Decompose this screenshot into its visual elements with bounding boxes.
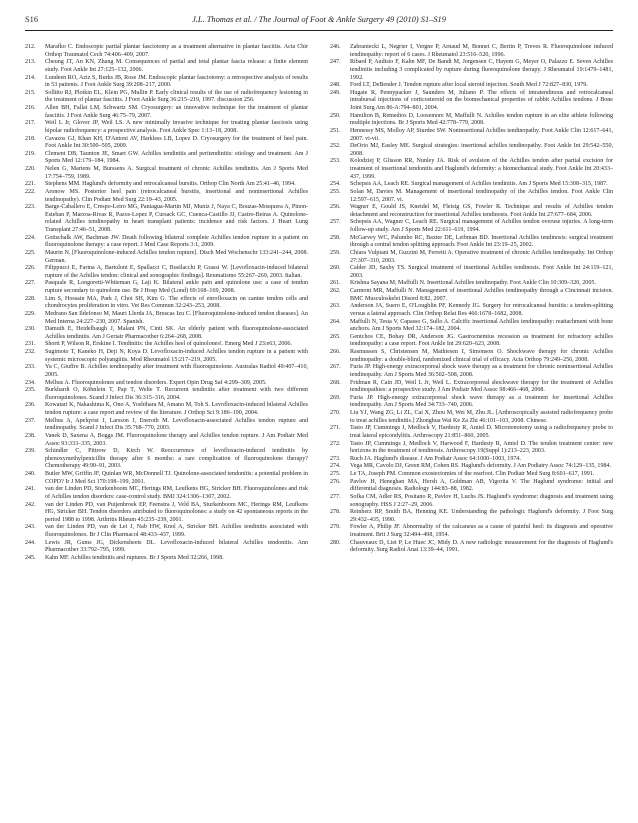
reference-entry [330,410,613,425]
reference-text: Kowatari K, Nakashima K, Ono A, Yoshihara M, Amano M, Toh S. Levofloxacin-induced bilateral Achilles tendon rupture: a case report and review of the literature. J Orthop Sci 9:186–190, 2004. [45,402,308,416]
reference-entry [25,75,308,90]
reference-text: Burkhardt O, Köhnlein T, Pap T, Welte T. Recurrent tendinitis after treatment with two different fluoroquinolones. Scand J Infect Dis 36:315–316, 2004. [45,387,308,401]
reference-number: 257. [330,219,341,226]
reference-entry [25,448,308,471]
reference-number: 220. [25,166,36,172]
reference-text: Reinherz RP, Smith BA, Henning KE. Understanding the pathologic Haglund's deformity. J Foot Surg 29:432–435, 1990. [350,509,613,523]
reference-text: Hennessy MS, Molloy AP, Sturdee SW. Noninsertional Achilles tendinopathy. Foot Ankle Clin 12:617–641, 2007. vi-vii. [350,127,613,142]
reference-text: Ford LT, DeBender J. Tendon rupture after local steroid injection. South Med J 72:827–830, 1979. [350,82,588,89]
reference-text: Ribard P, Audisio F, Kahn MF, De Bandt M, Jorgensen C, Hayem G, Meyer O, Palazzo E. Seven Achilles tendinitis including 3 complicated by rupture during fluoroquinolone therapy. J Rheumatol 19:1479–1481, 1992. [350,59,613,81]
reference-number: 231. [25,341,36,348]
reference-number: 212. [25,44,36,50]
reference-text: Yu C, Giuffre B. Achilles tendinopathy after treatment with fluoroquinolone. Australas Radiol 49:407–410, 2005. [45,364,308,378]
reference-entry [25,204,308,235]
reference-entry [25,387,308,402]
reference-entry [330,280,613,288]
reference-entry [25,364,308,379]
reference-entry [25,418,308,433]
reference-entry [330,90,613,113]
reference-text: Schepsis AA, Leach RE. Surgical management of Achilles tendinitis. Am J Sports Med 15:308–315, 1987. [350,181,608,188]
reference-number: 225. [25,249,36,256]
reference-number: 267. [330,364,341,371]
reference-entry [330,143,613,158]
reference-entry [330,158,613,181]
reference-entry [330,334,613,349]
reference-entry [330,59,613,82]
reference-text: Fowler A, Philip JF. Abnormality of the calcaneus as a cause of painful heel: its diagnosis and operative treatment. Brit J Surg 32:494–498, 1954. [350,524,613,538]
reference-text: Melhus A, Apelqvist J, Larsson J, Eneroth M. Levofloxacin-associated Achilles tendon rupture and tendinopathy. Scand J Infect Dis 35:768–770, 2003. [45,417,308,432]
reference-text: Carmont MR, Maffulli N. Management of insertional Achilles tendinopathy through a Cincinnati incision. BMC Musculoskelet Disord 8:82, 2007. [350,288,613,302]
reference-entry [330,540,613,555]
reference-number: 234. [25,379,36,386]
reference-number: 224. [25,234,36,241]
reference-entry [330,250,613,265]
reference-text: Allen BH, Fallat LM, Schwartz SM. Cryosurgery: an innovative technique for the treatment of plantar fasciitis. J Foot Ankle Surg 46:75–79, 2007. [45,105,308,119]
reference-text: Lim S, Hossain MA, Park J, Choi SH, Kim G. The effects of enrofloxacin on canine tendon cells and chondrocytes proliferation in vitro. Vet Res Commun 32:243–253, 2008. [45,295,308,310]
reference-text: Weil L Jr, Glover JP, Weil LS. A new minimally invasive technique for treating plantar fasciosis using bipolar radiofrequency: a prospective analysis. Foot Ankle Spec 1:13–18, 2008. [45,120,308,134]
reference-entry [25,471,308,486]
reference-number: 248. [330,82,341,89]
reference-number: 251. [330,127,341,134]
reference-number: 250. [330,112,341,119]
reference-text: Rasmussen S, Christensen M, Mathiesen I, Simonson O. Shockwave therapy for chronic Achilles tendinopathy: a double-blind, randomized clinical trial of efficacy. Acta Orthop 79:249–256, 2008. [350,349,613,363]
reference-entry [25,502,308,525]
reference-number: 221. [25,181,36,188]
reference-number: 269. [330,394,341,401]
reference-entry [330,219,613,234]
reference-number: 213. [25,59,36,66]
reference-entry [25,326,308,341]
reference-text: Wagner E, Gould JS, Kneidel M, Fleisig GS, Fowler R. Technique and results of Achilles tendon detachment and reconstruction for insertional Achilles tendinosis. Foot Ankle Int 27:677–684, 2006. [350,204,613,218]
reference-text: Liu YJ, Wang ZG, Li ZL, Cai X, Zhou M, Wei M, Zhu JL. [Arthroscopically assisted radiofrequency probe to treat achilles tendinitis.] Zhonghua Wai Ke Za Zhi 46:101–103, 2008. Chinese. [350,410,613,424]
reference-number: 258. [330,234,341,241]
reference-entry [25,341,308,349]
reference-text: Schindler C, Pittrow D, Kirch W. Reoccurrence of levofloxacin-induced tendinitis by phenoxymethylpenicillin therapy after 6 months: a rare complication of fluoroquinolone therapy? Chemotherapy 49:90–91, 2003. [45,448,308,470]
reference-number: 253. [330,158,341,165]
reference-entry [25,136,308,151]
reference-number: 214. [25,74,36,81]
reference-text: van der Linden PD, van Puijenbroek EP, Feenstra J, Veld BA, Sturkenboom MC, Herings RM, Leufkens HG, Stricker BH. Tendon disorders attributed to fluoroquinolones: a study on 42 spontaneous reports in the period 1988 to 1998. Arthritis Rheum 45:235–239, 2001. [45,501,308,523]
reference-entry [25,166,308,181]
reference-number: 230. [25,326,36,333]
reference-number: 249. [330,89,341,96]
reference-column-right [330,44,613,555]
reference-text: Nelen G, Martens M, Burssens A. Surgical treatment of chronic Achilles tendinitis. Am J Sports Med 17:754–759, 1989. [45,166,308,180]
reference-text: Kolodziej P, Glisson RR, Nunley JA. Risk of avulsion of the Achilles tendon after partial excision for treatment of insertional tendonitis and Haglund's deformity: a biomechanical study. Foot Ankle Int 20:433–437, 1999. [350,158,613,180]
reference-number: 243. [25,524,36,531]
reference-number: 237. [25,417,36,424]
reference-entry [330,44,613,59]
reference-entry [330,364,613,379]
reference-entry [330,319,613,334]
reference-text: Tasto JP, Cummings J, Medlock V, Hardesty R, Amiel D. Microtenotomy using a radiofrequency probe to treat lateral epicondylitis. Arthroscopy 21:851–860, 2005. [350,425,613,439]
reference-number: 216. [25,105,36,111]
reference-entry [25,90,308,105]
reference-entry [25,380,308,388]
reference-number: 228. [25,295,36,302]
reference-entry [25,120,308,135]
reference-entry [25,486,308,501]
reference-number: 232. [25,349,36,355]
reference-text: Anderson JA, Suero E, O'Loughlin PF, Kennedy JG. Surgery for retrocalcaneal bursitis: a tendon-splitting versus a lateral approach. Clin Orthop Relat Res 466:1678–1682, 2008. [350,303,613,317]
reference-number: 227. [25,280,36,287]
reference-number: 266. [330,349,341,355]
reference-entry [25,44,308,59]
reference-text: Shortt P, Wilson R, Erskine I. Tendinitis: the Achilles heel of quinolones!. Emerg Med J 23:e63, 2006. [45,341,292,348]
reference-entry [25,555,308,563]
reference-text: Lundeen RO, Aziz S, Burks JB, Rose JM. Endoscopic plantar fasciotomy: a retrospective analysis of results in 53 patients. J Foot Ankle Surg 39:208–217, 2000. [45,74,308,89]
reference-number: 222. [25,188,36,195]
reference-number: 268. [330,379,341,386]
reference-entry [330,441,613,456]
reference-number: 217. [25,120,36,127]
reference-number: 261. [330,280,341,287]
reference-text: Damuth E, Heidelbaugh J, Malani PN, Cinti SK. An elderly patient with fluoroquinolone-associated Achilles tendinitis. Am J Geriatr Pharmacother 6:264–268, 2008. [45,326,308,340]
reference-text: Furia JP. High-energy extracorporeal shock wave therapy as a treatment for chronic noninsertional Achilles tendinopathy. Am J Sports Med 36:502–508, 2008. [350,364,613,378]
reference-entry [330,128,613,143]
reference-text: McGarvey WC, Palumbo RC, Baxter DE, Leibman BD. Insertional Achilles tendinosis: surgical treatment through a central tendon splitting approach. Foot Ankle Int 23:19–25, 2002. [350,234,613,249]
reference-text: Vega MR, Cavolo DJ, Green RM, Cohen RS. Haglund's deformity. J Am Podiatry Assoc 74:129–135, 1984. [350,463,612,470]
reference-text: Marafko C. Endoscopic partial plantar fasciotomy as a treatment alternative in plantar fasciitis. Acta Chir Orthop Traumatol Cech 74:406–409, 2007. [45,44,308,58]
reference-entry [330,235,613,250]
reference-entry [330,479,613,494]
reference-text: Lewis JR, Gums JG, Dickensheets DL. Levofloxacin-induced bilateral Achilles tendonitis. Ann Pharmacother 33:792–795, 1999. [45,539,308,554]
reference-text: Barge-Caballero E, Crespo-Leiro MG, Paniagua-Martin MJ, Muniz J, Naya C, Bouzas-Mosquera A, Pinon-Esteban P, Marzoa-Rivas R, Pazos-Lopez P, Cursack GC, Cuenca-Castillo JJ, Castro-Beiras A. Quinolone-related Achilles tendinopathy in heart transplant patients: incidence and risk factors. J Heart Lung Transplant 27:46–51, 2008. [45,204,308,233]
reference-number: 219. [25,150,36,157]
reference-entry [25,433,308,448]
reference-entry [330,349,613,364]
reference-number: 218. [25,135,36,142]
reference-number: 229. [25,310,36,317]
reference-number: 254. [330,181,341,188]
reference-text: Medrano San Ildefonso M, Mauri Llerda JA, Bruscas Izu C. [Fluoroquinolone-induced tendon diseases]. An Med Interna 24:227–230, 2007. Spanish. [45,310,308,325]
reference-number: 256. [330,204,341,211]
reference-text: Hamilton B, Remedios D, Loosemore M, Maffulli N. Achilles tendon rupture in an elite athlete following multiple injections. Br J Sports Med 42:778–779, 2008. [350,112,613,127]
reference-entry [330,181,613,189]
reference-text: Stephens MM. Haglund's deformity and retrocalcaneal bursitis. Orthop Clin North Am 25:41–46, 1994. [45,181,296,188]
reference-number: 277. [330,493,341,500]
reference-text: Schepsis AA, Wagner C, Leach RE. Surgical management of Achilles tendon overuse injuries. A long-term follow-up study. Am J Sports Med 22:611–619, 1994. [350,219,613,233]
reference-text: Solan M, Davies M. Management of insertional tendinopathy of the Achilles tendon. Foot Ankle Clin 12:597–615, 2007. vi. [350,188,613,203]
reference-number: 260. [330,265,341,272]
reference-entry [330,494,613,509]
reference-text: Gottschalk AW, Bachman JW. Death following bilateral complete Achilles tendon rupture in a patient on fluoroquinolone therapy: a case report. J Med Case Reports 3:1, 2009. [45,234,308,249]
reference-entry [330,113,613,128]
journal-title: J.L. Thomas et al. / The Journal of Foot & Ankle Surgery 49 (2010) S1–S19 [192,15,446,24]
reference-text: Butler MW, Griffin JF, Quinlan WR, McDonnell TJ. Quinolone-associated tendonitis: a potential problem in COPD? Ir J Med Sci 170:198–199, 2001. [45,471,308,485]
reference-number: 233. [25,364,36,371]
reference-entry [25,181,308,189]
reference-number: 245. [25,554,36,561]
reference-entry [25,235,308,250]
reference-number: 280. [330,539,341,546]
reference-text: Filippucci E, Farina A, Bartoloni E, Spallacci C, Busilacchi P, Grassi W. [Levofloxacin-induced bilateral rupture of the Achilles tendon: clinical and sonographic findings]. Reumatismo 55:267–269, 2003. Italian. [45,265,308,279]
reference-text: Aronow MS. Posterior heel pain (retrocalcaneal bursitis, insertional and noninsertional Achilles tendinopathy). Clin Podiatr Med Surg 22:19–43, 2005. [45,188,308,203]
reference-entry [25,524,308,539]
reference-text: Hugate R, Pennypacker J, Saunders M, Juliano P. The effects of intratendinous and retrocalcaneal intrabursal injections of corticosteroid on the biomechanical properties of rabbit Achilles tendons. J Bone Joint Surg Am 86-A:794–801, 2004. [350,89,613,111]
reference-number: 262. [330,288,341,294]
reference-number: 273. [330,455,341,462]
reference-number: 215. [25,89,36,96]
reference-number: 246. [330,44,341,50]
reference-entry [330,204,613,219]
reference-entry [25,280,308,295]
reference-entry [330,463,613,471]
reference-number: 264. [330,318,341,325]
header-rule [25,30,613,31]
reference-entry [330,509,613,524]
reference-entry [330,82,613,90]
reference-text: Chiara Vulpiani M, Guzzini M, Ferretti A. Operative treatment of chronic Achilles tendinopathy. Int Orthop 27:307–310, 2003. [350,249,613,264]
reference-text: Sollitto RJ, Plotkin EL, Klein PG, Mullin P. Early clinical results of the use of radiofrequency lesioning in the treatment of plantar fasciitis. J Foot Ankle Surg 36:215–219, 1997. discussion 256. [45,89,308,104]
reference-number: 239. [25,448,36,455]
reference-entry [330,265,613,280]
reference-number: 240. [25,471,36,477]
reference-text: Chauveaux D, Liet P, Le Huec JC, Midy D. A new radiologic measurement for the diagnosis of Haglund's deformity. Surg Radiol Anat 13:39–44, 1991. [350,539,613,554]
reference-entry [25,250,308,265]
reference-text: Sugimoto T, Kaneko H, Deji N, Koya D. Levofloxacin-induced Achilles tendon rupture in a patient with systemic microscopic polyangiitis. Mod Rheumatol 15:217–219, 2005. [45,349,308,363]
reference-text: DeOrio MJ, Easley ME. Surgical strategies: insertional achilles tendinopathy. Foot Ankle Int 29:542–550, 2008. [350,143,613,157]
reference-entry [330,425,613,440]
reference-entry [25,265,308,280]
reference-number: 276. [330,478,341,485]
page-number: S16 [25,15,39,24]
reference-entry [25,402,308,417]
reference-text: Krishna Sayana M, Maffulli N. Insertional Achilles tendinopathy. Foot Ankle Clin 10:309–320, 2005. [350,280,596,287]
reference-number: 255. [330,188,341,195]
reference-number: 223. [25,204,36,211]
reference-number: 235. [25,387,36,394]
reference-number: 236. [25,402,36,409]
reference-entry [330,303,613,318]
reference-entry [25,540,308,555]
reference-number: 275. [330,471,341,477]
reference-text: Ruch JA. Haglund's disease. J Am Podiatr Assoc 64:1000–1003, 1974. [350,455,521,462]
reference-entry [25,349,308,364]
reference-number: 259. [330,249,341,256]
reference-entry [25,296,308,311]
reference-text: Furia JP. High-energy extracorporeal shock wave therapy as a treatment for insertional Achilles tendinopathy. Am J Sports Med 34:733–740, 2006. [350,394,613,409]
reference-number: 279. [330,524,341,531]
reference-text: Calder JD, Saxby TS. Surgical treatment of insertional Achilles tendinosis. Foot Ankle Int 24:119–121, 2003. [350,265,613,279]
reference-text: Melhus A. Fluoroquinolones and tendon disorders. Expert Opin Drug Saf 4:299–309, 2005. [45,379,267,386]
reference-text: van der Linden PD, Sturkenboom MC, Herings RM, Leufkens HG, Stricker BH. Fluoroquinolones and risk of Achilles tendon disorders: case-control study. BMJ 324:1306–1307, 2002. [45,486,308,500]
reference-number: 241. [25,486,36,493]
reference-text: Kahn MF. Achilles tendinitis and ruptures. Br J Sports Med 32:266, 1998. [45,554,224,561]
reference-entry [25,59,308,74]
reference-number: 247. [330,59,341,66]
reference-number: 226. [25,265,36,272]
reference-number: 252. [330,143,341,150]
reference-number: 242. [25,501,36,508]
reference-text: Cavazos GJ, Khan KH, D'Antoni AV, Harkless LB, Lopez D. Cryosurgery for the treatment of heel pain. Foot Ankle Int 30:500–505, 2009. [45,135,308,150]
reference-number: 263. [330,303,341,310]
reference-entry [25,151,308,166]
reference-entry [330,189,613,204]
reference-text: Clement DB, Taunton JE, Smart GW. Achilles tendinitis and peritendinitis: etiology and treatment. Am J Sports Med 12:179–184, 1984. [45,150,308,165]
reference-number: 238. [25,432,36,439]
reference-entry [25,105,308,120]
reference-text: Tasto JP, Cummings J, Medlock V, Harwood F, Hardesty R, Amiel D. The tendon treatment center: new horizons in the treatment of tendinosis. Arthroscopy 19(Suppl 1):213–223, 2003. [350,440,613,455]
reference-number: 272. [330,440,341,447]
reference-number: 265. [330,333,341,340]
reference-text: van der Linden PD, van de Lei J, Nab HW, Knol A, Stricker BH. Achilles tendinitis associated with fluoroquinolones. Br J Clin Pharmacol 48:433–437, 1999. [45,524,308,538]
reference-entry [330,395,613,410]
reference-text: Fridman R, Cain JD, Weil L Jr, Weil L. Extracorporeal shockwave therapy for the treatment of Achilles tendinopathies: a prospective study. J Am Podiatr Med Assoc 98:466–468, 2008. [350,379,613,394]
reference-text: Cheung JT, An KN, Zhang M. Consequences of partial and total plantar fascia release: a finite element study. Foot Ankle Int 27:125–132, 2006. [45,59,308,73]
reference-entry [330,471,613,479]
reference-text: Maffulli N, Testa V, Capasso G, Sullo A. Calcific insertional Achilles tendinopathy: reattachment with bone anchors. Am J Sports Med 32:174–182, 2004. [350,318,613,333]
reference-entry [330,524,613,539]
reference-text: Gentchos CE, Bohay DR, Anderson JG. Gastrocnemius recession as treatment for refractory achilles tendinopathy: a case report. Foot Ankle Int 29:620–623, 2008. [350,333,613,348]
reference-text: Sofka CM, Adler RS, Positano R, Pavlov H, Luchs JS. Haglund's syndrome: diagnosis and treatment using sonography. HSS J 2:27–29, 2006. [350,493,613,508]
reference-entry [330,288,613,303]
reference-number: 270. [330,410,341,416]
reference-entry [25,311,308,326]
reference-text: Maurin N. [Fluoroquinolone-induced Achilles tendon rupture]. Dtsch Med Wochenschr 133:241–244, 2008. German. [45,249,308,264]
reference-text: Pavlov H, Heneghan MA, Hersh A, Goldman AB, Vigorita V. The Haglund syndrome: initial and differential diagnosis. Radiology 144:83–88, 1982. [350,478,613,493]
reference-column-left [25,44,308,563]
reference-text: Pasquale R, Longoretti-Whiteman G, Laji K. Bilateral ankle pain and quinolone use: a case of tendon rupture secondary to quinolone use. Br J Hosp Med (Lond) 69:168–169, 2008. [45,280,308,294]
reference-text: Le TA, Joseph PM. Common exostectomies of the rearfoot. Clin Podiatr Med Surg 8:601–617, 1991. [350,471,595,477]
reference-number: 244. [25,539,36,546]
reference-number: 271. [330,425,341,432]
reference-entry [330,380,613,395]
reference-text: Zabraniecki L, Negrier I, Vergne P, Arnaud M, Bonnet C, Bertin P, Treves R. Fluoroquinolone induced tendinopathy: report of 6 cases. J Rheumatol 23:516–520, 1996. [350,44,613,58]
reference-number: 278. [330,509,341,516]
reference-text: Vanek D, Saxena A, Boggs JM. Fluoroquinolone therapy and Achilles tendon rupture. J Am Podiatr Med Assoc 93:333–335, 2003. [45,432,308,447]
reference-number: 274. [330,463,341,470]
reference-entry [25,189,308,204]
running-header [25,13,613,27]
